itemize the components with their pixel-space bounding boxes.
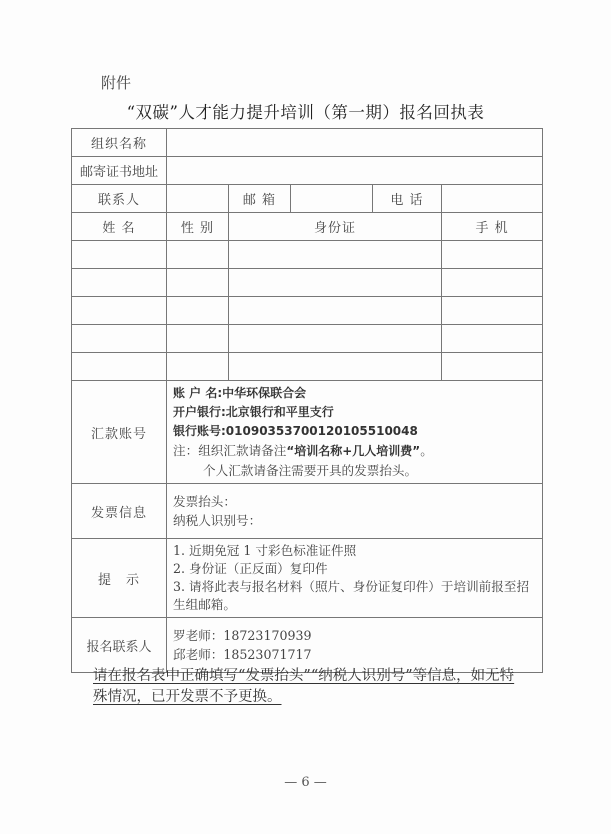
participant-header-row	[72, 213, 543, 241]
participant-id-card-field[interactable]	[229, 269, 442, 297]
remittance-row	[72, 381, 543, 484]
email-field[interactable]	[291, 185, 373, 213]
form-title: “双碳”人才能力提升培训（第一期）报名回执表	[126, 103, 485, 122]
tip-item: 1. 近期免冠 1 寸彩色标准证件照	[173, 543, 357, 558]
attachment-label: 附件	[101, 74, 132, 92]
contact-row	[72, 185, 543, 213]
participant-id-card-field[interactable]	[229, 325, 442, 353]
participant-name-field[interactable]	[72, 325, 167, 353]
remittance-label: 汇款账号	[72, 381, 167, 484]
participant-mobile-field[interactable]	[442, 297, 543, 325]
column-header-gender: 性 别	[167, 213, 229, 241]
mail-address-row	[72, 157, 543, 185]
participant-mobile-field[interactable]	[442, 353, 543, 381]
email-label: 邮 箱	[229, 185, 291, 213]
participant-row	[72, 241, 543, 269]
participant-gender-field[interactable]	[167, 241, 229, 269]
column-header-id-card: 身份证	[229, 213, 442, 241]
contact-field[interactable]	[167, 185, 229, 213]
tip-item: 2. 身份证（正反面）复印件	[173, 561, 328, 576]
participant-name-field[interactable]	[72, 353, 167, 381]
contact-label: 联系人	[72, 185, 167, 213]
account-number: 银行账号:01090353700120105510048	[173, 424, 418, 438]
tips-label: 提 示	[72, 539, 167, 618]
participant-name-field[interactable]	[72, 241, 167, 269]
participant-gender-field[interactable]	[167, 353, 229, 381]
participant-mobile-field[interactable]	[442, 269, 543, 297]
invoice-header-field[interactable]: 发票抬头：	[173, 494, 236, 509]
participant-row	[72, 269, 543, 297]
invoice-row	[72, 484, 543, 539]
tips-list	[167, 539, 543, 618]
contact-person: 邱老师：18523071717	[173, 647, 312, 662]
participant-row	[72, 297, 543, 325]
participant-gender-field[interactable]	[167, 325, 229, 353]
contact-person: 罗老师：18723170939	[173, 628, 312, 643]
mail-address-label: 邮寄证书地址	[72, 157, 167, 185]
participant-id-card-field[interactable]	[229, 241, 442, 269]
tip-item: 3. 请将此表与报名材料（照片、身份证复印件）于培训前报至招生组邮箱。	[173, 579, 530, 612]
phone-field[interactable]	[442, 185, 543, 213]
participant-name-field[interactable]	[72, 269, 167, 297]
org-name-label: 组织名称	[72, 129, 167, 157]
remittance-note-bold: “培训名称+几人培训费”	[286, 444, 421, 458]
contacts-label: 报名联系人	[72, 618, 167, 673]
invoice-label: 发票信息	[72, 484, 167, 539]
org-name-field[interactable]	[167, 129, 543, 157]
participant-mobile-field[interactable]	[442, 325, 543, 353]
participant-name-field[interactable]	[72, 297, 167, 325]
taxpayer-id-field[interactable]: 纳税人识别号：	[173, 513, 262, 528]
phone-label: 电 话	[373, 185, 442, 213]
column-header-name: 姓 名	[72, 213, 167, 241]
remittance-details	[167, 381, 543, 484]
participant-mobile-field[interactable]	[442, 241, 543, 269]
column-header-mobile: 手 机	[442, 213, 543, 241]
registration-form-table	[71, 128, 543, 673]
tips-row	[72, 539, 543, 618]
footer-note: 请在报名表中正确填写“发票抬头”“纳税人识别号”等信息，如无特殊情况，已开发票不予更换。	[93, 668, 515, 705]
remittance-note	[173, 441, 538, 461]
mail-address-field[interactable]	[167, 157, 543, 185]
participant-row	[72, 353, 543, 381]
remittance-note-suffix: 。	[420, 443, 433, 458]
participant-id-card-field[interactable]	[229, 297, 442, 325]
participant-row	[72, 325, 543, 353]
contacts-row	[72, 618, 543, 673]
participant-gender-field[interactable]	[167, 297, 229, 325]
participant-gender-field[interactable]	[167, 269, 229, 297]
remittance-note-prefix: 注：组织汇款请备注	[173, 443, 287, 458]
page-number: — 6 —	[284, 775, 327, 790]
remittance-note-line2: 个人汇款请备注需要开具的发票抬头。	[203, 463, 418, 478]
bank-name: 开户银行:北京银行和平里支行	[173, 405, 334, 419]
account-name: 账 户 名:中华环保联合会	[173, 386, 307, 400]
contacts-list	[167, 618, 543, 673]
org-name-row	[72, 129, 543, 157]
participant-id-card-field[interactable]	[229, 353, 442, 381]
invoice-details	[167, 484, 543, 539]
